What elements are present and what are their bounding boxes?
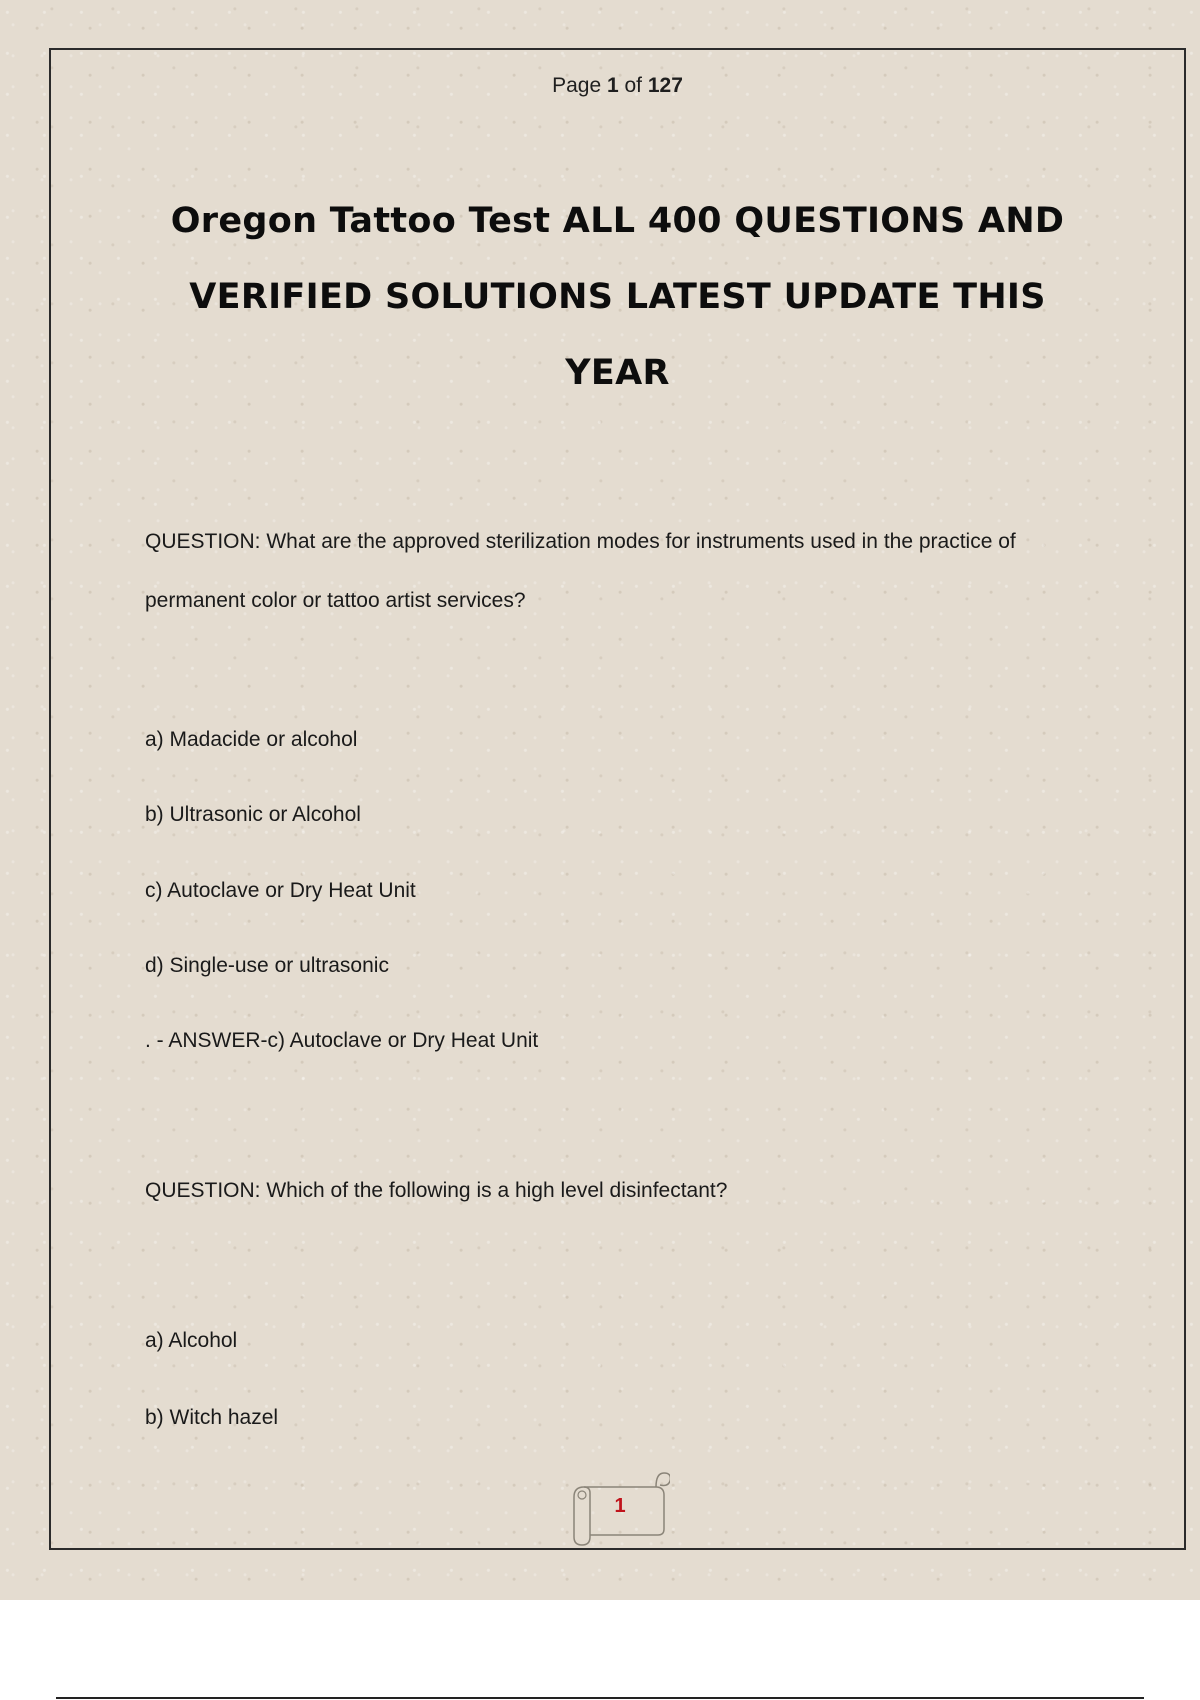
question-1-option-c: c) Autoclave or Dry Heat Unit xyxy=(145,879,416,902)
question-1-text: QUESTION: What are the approved sterilization modes for instruments used in the practice of permanent color or tattoo artist services? xyxy=(145,530,1016,612)
document-title xyxy=(140,183,1095,411)
question-1-option-b: b) Ultrasonic or Alcohol xyxy=(145,803,361,826)
bottom-rule xyxy=(56,1697,1144,1699)
page-total: 127 xyxy=(647,74,683,97)
page-indicator xyxy=(0,74,1200,98)
question-2-text: QUESTION: Which of the following is a high level disinfectant? xyxy=(145,1179,728,1202)
page-of: of xyxy=(624,74,643,97)
footer-page-number: 1 xyxy=(614,1495,626,1517)
question-2-option-a: a) Alcohol xyxy=(145,1329,238,1352)
question-1-option-a: a) Madacide or alcohol xyxy=(145,728,358,751)
title-line-1: Oregon Tattoo Test ALL 400 QUESTIONS AND xyxy=(170,201,1065,241)
page-prefix: Page xyxy=(552,74,602,97)
question-2-option-b: b) Witch hazel xyxy=(145,1406,279,1429)
question-1-option-d: d) Single-use or ultrasonic xyxy=(145,954,389,977)
page-current: 1 xyxy=(606,74,619,97)
title-line-2: VERIFIED SOLUTIONS LATEST UPDATE THIS xyxy=(189,277,1046,317)
title-line-3: YEAR xyxy=(565,353,670,393)
question-1-answer: . - ANSWER-c) Autoclave or Dry Heat Unit xyxy=(145,1029,539,1052)
